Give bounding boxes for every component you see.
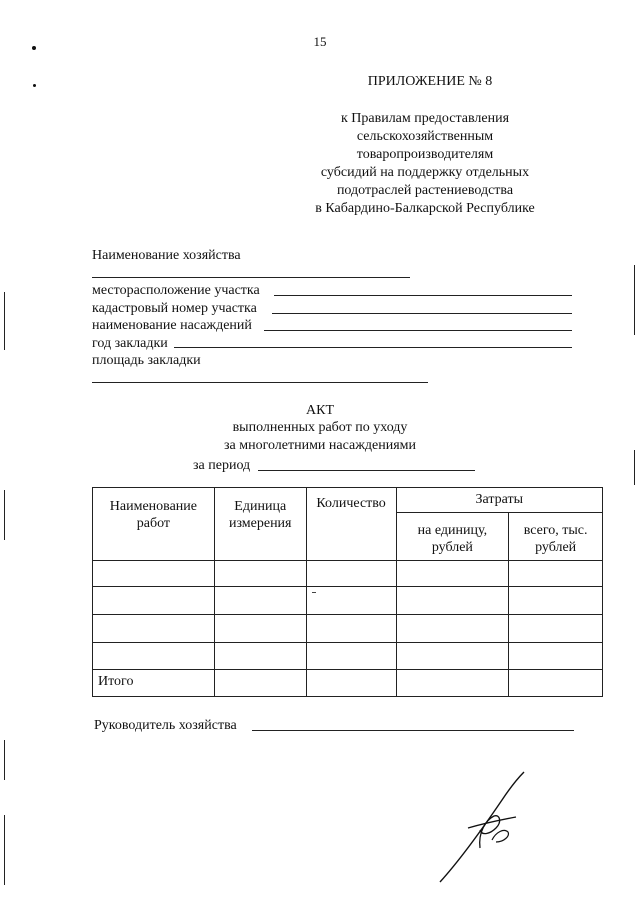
works-table [92, 487, 603, 697]
appendix-subtitle [295, 110, 555, 218]
period-field[interactable] [258, 470, 475, 471]
year-field[interactable] [174, 347, 572, 348]
table-cell[interactable] [396, 615, 509, 643]
location-label: месторасположение участка [92, 283, 260, 298]
header-work: Наименование работ [93, 488, 215, 561]
table-cell[interactable] [306, 561, 396, 587]
period-label: за период [193, 458, 251, 473]
table-cell[interactable] [509, 587, 603, 615]
cadastral-label: кадастровый номер участка [92, 301, 257, 316]
appendix-title: ПРИЛОЖЕНИЕ № 8 [367, 74, 493, 89]
header-costs: Затраты [396, 488, 602, 513]
plantings-field[interactable] [264, 330, 572, 331]
table-cell[interactable] [306, 615, 396, 643]
table-cell[interactable] [396, 670, 509, 697]
act-subtitle: выполненных работ по уходу [232, 420, 408, 435]
table-cell[interactable] [93, 643, 215, 670]
table-cell[interactable] [93, 615, 215, 643]
farm-name-field[interactable] [92, 277, 410, 278]
table-cell[interactable] [214, 643, 306, 670]
table-cell[interactable] [396, 643, 509, 670]
table-row [93, 561, 603, 587]
margin-mark [4, 292, 5, 350]
table-cell[interactable] [306, 670, 396, 697]
year-label: год закладки [92, 336, 168, 351]
handwritten-signature [430, 770, 540, 890]
table-row [93, 615, 603, 643]
table-total-row [93, 670, 603, 697]
appendix-line: сельскохозяйственным [356, 129, 494, 144]
farm-name-label: Наименование хозяйства [92, 248, 241, 263]
table-cell[interactable] [509, 670, 603, 697]
table-cell[interactable] [396, 561, 509, 587]
head-label: Руководитель хозяйства [94, 718, 237, 733]
margin-dot [32, 46, 36, 50]
page-number: 15 [313, 34, 327, 49]
margin-mark [634, 265, 635, 335]
appendix-line: подотраслей растениеводства [336, 183, 514, 198]
table-cell[interactable] [509, 643, 603, 670]
table-cell[interactable] [214, 670, 306, 697]
plantings-label: наименование насаждений [92, 318, 252, 333]
table-cell[interactable] [93, 587, 215, 615]
appendix-line: в Кабардино-Балкарской Республике [315, 201, 535, 216]
location-field[interactable] [274, 295, 572, 296]
header-total: всего, тыс. рублей [509, 513, 603, 561]
appendix-line: субсидий на поддержку отдельных [320, 165, 530, 180]
header-per-unit: на единицу, рублей [396, 513, 509, 561]
margin-mark [4, 490, 5, 540]
area-label: площадь закладки [92, 353, 201, 368]
table-row [93, 587, 603, 615]
table-cell[interactable] [306, 587, 396, 615]
table-cell[interactable] [214, 561, 306, 587]
table-cell[interactable] [509, 615, 603, 643]
table-cell[interactable] [93, 561, 215, 587]
act-title: АКТ [306, 403, 334, 418]
table-cell[interactable] [509, 561, 603, 587]
table-cell[interactable] [214, 587, 306, 615]
appendix-line: товаропроизводителям [356, 147, 494, 162]
margin-dot [33, 84, 36, 87]
table-cell[interactable] [306, 643, 396, 670]
act-subtitle: за многолетними насаждениями [223, 438, 417, 453]
margin-mark [4, 740, 5, 780]
table-row [93, 643, 603, 670]
header-quantity: Количество [306, 488, 396, 561]
header-unit: Единица измерения [214, 488, 306, 561]
margin-mark [4, 815, 5, 885]
table-cell[interactable] [214, 615, 306, 643]
total-row-label: Итого [93, 670, 215, 697]
margin-mark [634, 450, 635, 485]
table-cell[interactable] [396, 587, 509, 615]
area-field[interactable] [92, 382, 428, 383]
appendix-line: к Правилам предоставления [340, 111, 510, 126]
head-signature-field[interactable] [252, 730, 574, 731]
cadastral-field[interactable] [272, 313, 572, 314]
stray-mark [312, 592, 316, 593]
